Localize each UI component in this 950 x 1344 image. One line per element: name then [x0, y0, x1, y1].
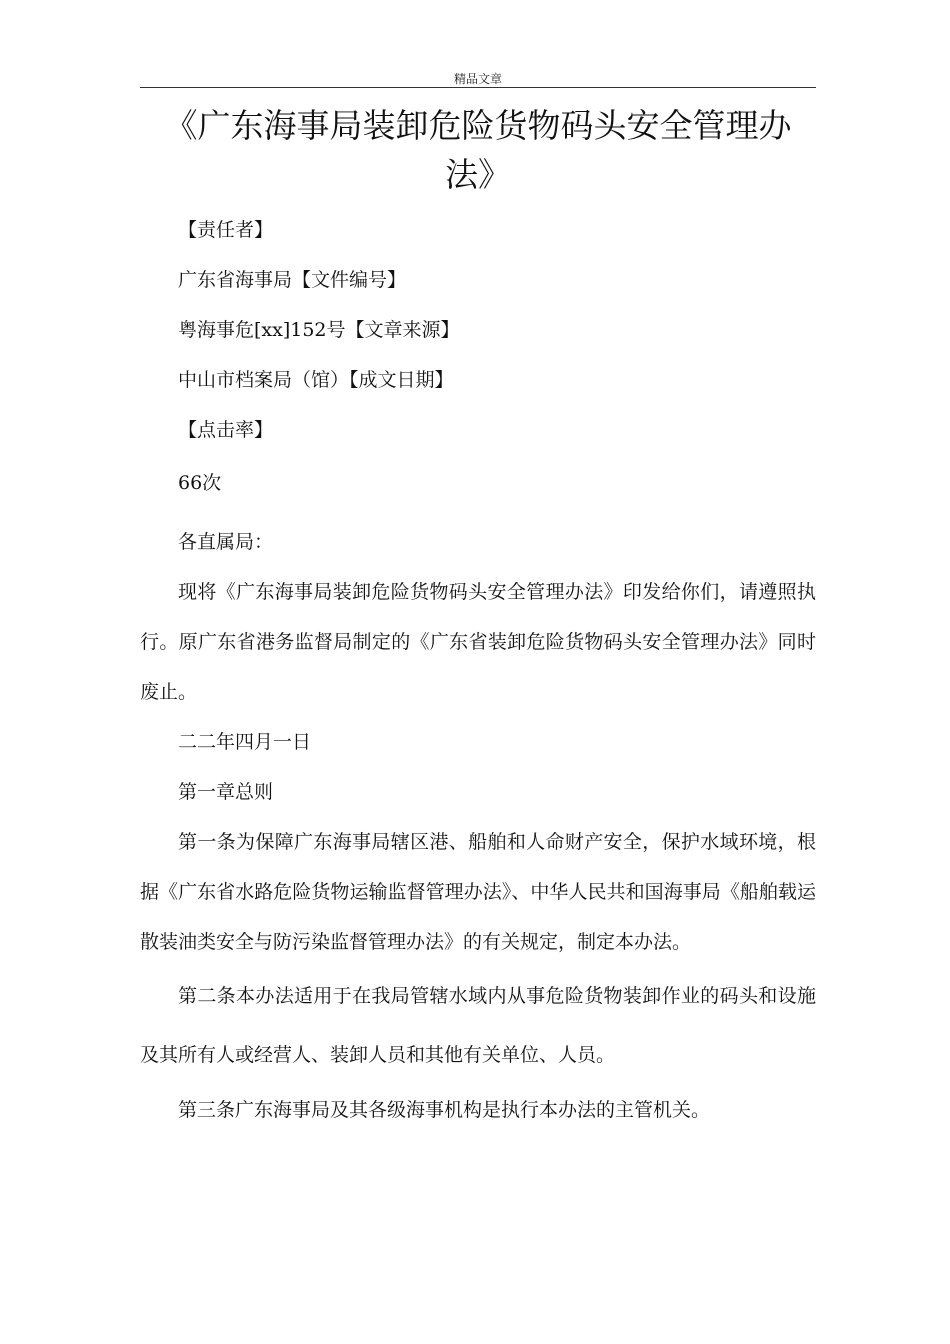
- issue-date: 二二年四月一日: [178, 731, 312, 753]
- source-line: 中山市档案局（馆）【成文日期】: [178, 369, 454, 391]
- notice-paragraph: 现将《广东海事局装卸危险货物码头安全管理办法》印发给你们，请遵照执行。原广东省港务监督局制定的《广东省装卸危险货物码头安全管理办法》同时废止。: [140, 581, 816, 703]
- document-body: [140, 205, 816, 1135]
- responsible-label: 【责任者】: [178, 219, 274, 241]
- clicks-value: 66次: [178, 472, 222, 494]
- article-3: 第三条广东海事局及其各级海事机构是执行本办法的主管机关。: [178, 1099, 711, 1121]
- doc-number-line: 粤海事危[xx]152号【文章来源】: [178, 319, 460, 341]
- clicks-label: 【点击率】: [178, 419, 274, 441]
- article-1: 第一条为保障广东海事局辖区港、船舶和人命财产安全，保护水域环境，根据《广东省水路危险货物运输监督管理办法》、中华人民共和国海事局《船舶载运散装油类安全与防污染监督管理办法》的有关规定，制定本办法。: [140, 831, 816, 953]
- header-divider: [140, 87, 816, 88]
- salutation: 各直属局：: [178, 531, 274, 553]
- document-title: 《广东海事局装卸危险货物码头安全管理办法》: [164, 106, 792, 194]
- page-header-label: 精品文章: [453, 72, 502, 86]
- chapter-heading: 第一章总则: [178, 781, 274, 803]
- issuer-line: 广东省海事局【文件编号】: [178, 269, 407, 291]
- article-2: 第二条本办法适用于在我局管辖水域内从事危险货物装卸作业的码头和设施及其所有人或经营人、装卸人员和其他有关单位、人员。: [140, 985, 816, 1066]
